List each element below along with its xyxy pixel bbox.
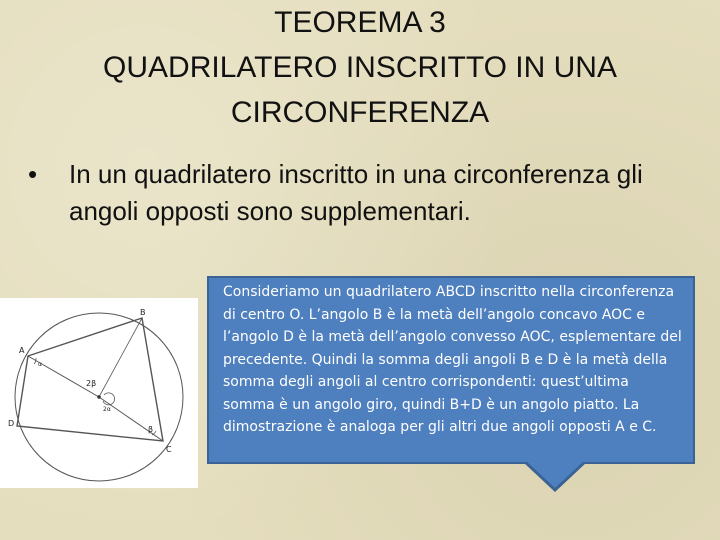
callout-box — [207, 276, 695, 494]
label-angle-alpha: α — [38, 361, 42, 368]
bullet-item — [28, 156, 688, 230]
callout-tail — [526, 461, 584, 488]
label-angle-2alpha: 2α — [103, 406, 111, 413]
bullet-text: In un quadrilatero inscritto in una circonferenza gli angoli opposti sono supplementari. — [69, 159, 643, 226]
angle-arc-a — [34, 358, 36, 364]
center-point — [97, 395, 101, 399]
slide-title: TEOREMA 3 QUADRILATERO INSCRITTO IN UNA CIRCONFERENZA — [103, 6, 617, 129]
label-angle-center: 2β — [86, 379, 97, 388]
callout-body — [207, 276, 695, 464]
label-point-d: D — [8, 419, 15, 428]
label-point-a: A — [19, 346, 25, 355]
inscribed-quadrilateral-diagram — [0, 298, 198, 488]
label-angle-b: β — [148, 425, 154, 434]
label-point-c: C — [166, 445, 172, 454]
callout-text: Consideriamo un quadrilatero ABCD inscritto nella circonferenza di centro O. L’angolo B è la metà dell’angolo concavo AOC e l’angolo D è la metà dell’angolo convesso AOC, esplementare del precedente. Quindi la somma degli angoli B e D è la metà della somma degli angoli al centro corrispondenti: quest’ultima somma è un angolo giro, quindi B+D è un angolo piatto. La dimostrazione è analoga per gli altri due angoli opposti A e C. — [223, 284, 682, 435]
bullet-icon: • — [28, 159, 38, 189]
geometry-figure — [0, 298, 198, 488]
angle-arc-center — [103, 393, 115, 405]
label-point-b: B — [140, 308, 146, 317]
